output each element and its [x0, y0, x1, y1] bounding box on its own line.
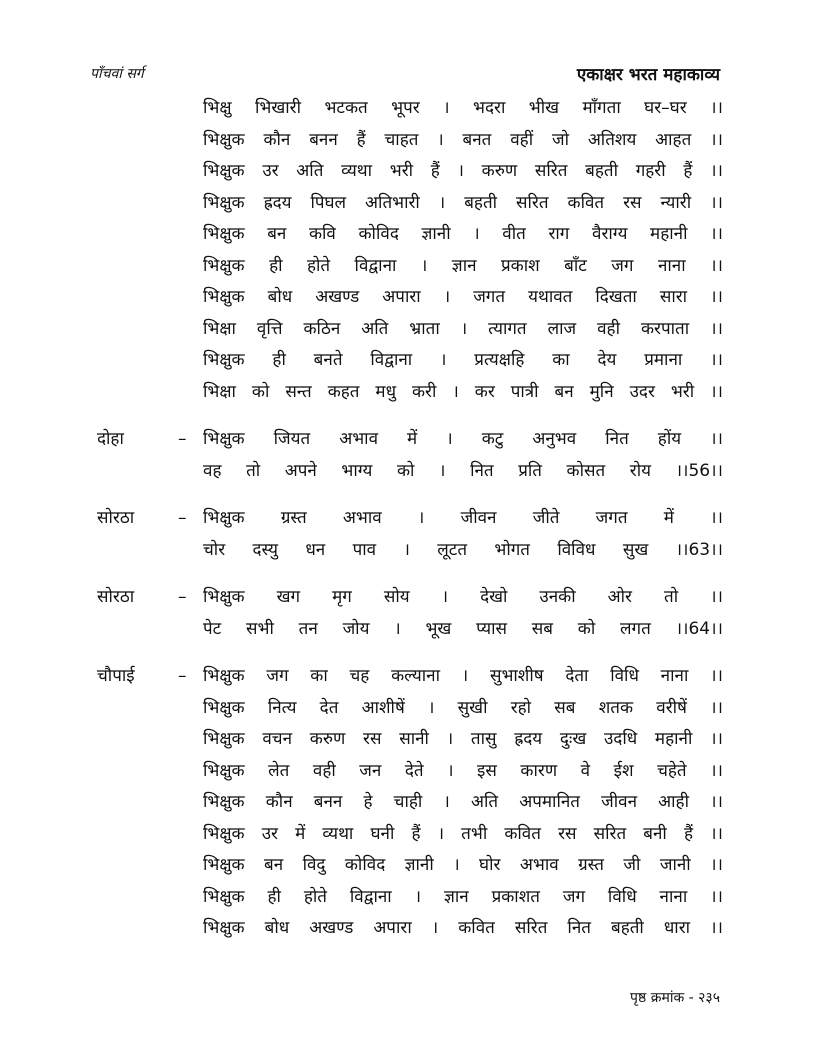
verse-text: भिक्षुक बोध अखण्ड अपारा । कवित सरित नित बहती धारा ।।	[203, 918, 723, 938]
verse-text: भिक्षुक ह्रदय पिघल अतिभारी । बहती सरित कवित रस न्यारी ।।	[203, 192, 723, 213]
verse-text: भिक्षुक ही होते विद्वाना । ज्ञान प्रकाश बाँट जग नाना ।।	[203, 255, 723, 276]
verse-text: भिक्षुक उर में व्यथा घनी हैं । तभी कवित रस सरित बनी हैं ।।	[203, 823, 723, 844]
verse-line	[0, 503, 816, 535]
verse-text: भिक्षुक खग मृग सोय । देखो उनकी ओर तो ।।	[203, 587, 723, 607]
verse-line	[0, 345, 816, 377]
verse-line	[0, 724, 816, 756]
label-dash: –	[178, 508, 187, 528]
verse-text: भिक्षुक कौन बनन हैं चाहत । बनत वहीं जो अतिशय आहत ।।	[203, 129, 723, 150]
meter-label: चौपाई	[97, 666, 135, 686]
label-dash: –	[178, 587, 187, 607]
verse-text: भिक्षुक उर अति व्यथा भरी हैं । करुण सरित बहती गहरी हैं ।।	[203, 161, 723, 181]
verse-line	[0, 614, 816, 646]
meter-label: दोहा	[97, 429, 124, 449]
meter-label: सोरठा	[97, 508, 135, 528]
verse-text: भिक्षुक कौन बनन हे चाही । अति अपमानित जीवन आही ।।	[203, 792, 723, 812]
book-title: एकाक्षर भरत महाकाव्य	[576, 65, 720, 85]
verse-text: भिक्षुक बोध अखण्ड अपारा । जगत यथावत दिखता सारा ।।	[203, 287, 723, 307]
label-dash: –	[178, 429, 187, 449]
stanza	[0, 424, 816, 487]
verse-text: भिक्षुक ग्रस्त अभाव । जीवन जीते जगत में ।।	[203, 508, 723, 528]
verse-text: भिक्षुक जियत अभाव में । कटु अनुभव नित होंय ।।	[203, 429, 723, 449]
verse-line	[0, 882, 816, 914]
verse-line	[0, 188, 816, 220]
verse-line	[0, 850, 816, 882]
verse-line	[0, 314, 816, 346]
verse-text: भिक्षा वृत्ति कठिन अति भ्राता । त्यागत लाज वही करपाता ।।	[203, 318, 723, 339]
label-dash: –	[178, 666, 187, 686]
verse-text: भिक्षा को सन्त कहत मधु करी । कर पात्री बन मुनि उदर भरी ।।	[203, 381, 723, 402]
verse-line	[0, 377, 816, 409]
verse-text: भिक्षुक वचन करुण रस सानी । तासु ह्रदय दुःख उदधि महानी ।।	[203, 729, 723, 749]
verse-text: भिक्षुक बन विदु कोविद ज्ञानी । घोर अभाव ग्रस्त जी जानी ।।	[203, 855, 723, 875]
verse-line	[0, 156, 816, 188]
verse-line	[0, 282, 816, 314]
verse-line	[0, 913, 816, 945]
verse-text: चोर दस्यु धन पाव । लूटत भोगत विविध सुख ।।63।।	[203, 539, 723, 560]
stanza	[0, 93, 816, 408]
verse-line	[0, 756, 816, 788]
meter-label: सोरठा	[97, 587, 135, 607]
verse-line	[0, 582, 816, 614]
verse-text: भिक्षुक बन कवि कोविद ज्ञानी । वीत राग वैराग्य महानी ।।	[203, 224, 723, 244]
stanza	[0, 582, 816, 645]
page-number: पृष्ठ क्रमांक - २३५	[630, 990, 720, 1006]
verse-line	[0, 424, 816, 456]
chapter-title: पाँचवां सर्ग	[90, 66, 144, 82]
verse-text: भिक्षुक जग का चह कल्याना । सुभाशीष देता विधि नाना ।।	[203, 666, 723, 686]
verse-body	[0, 93, 816, 961]
verse-text: वह तो अपने भाग्य को । नित प्रति कोसत रोय ।।56।।	[203, 460, 723, 481]
stanza	[0, 661, 816, 945]
verse-text: पेट सभी तन जोय । भूख प्यास सब को लगत ।।64।।	[203, 618, 723, 639]
verse-line	[0, 661, 816, 693]
verse-text: भिक्षुक ही होते विद्वाना । ज्ञान प्रकाशत जग विधि नाना ।।	[203, 886, 723, 907]
verse-text: भिक्षुक नित्य देत आशीषें । सुखी रहो सब शतक वरीषें ।।	[203, 697, 723, 718]
stanza	[0, 503, 816, 566]
verse-line	[0, 219, 816, 251]
verse-text: भिक्षु भिखारी भटकत भूपर । भदरा भीख माँगता घर–घर ।।	[203, 98, 723, 118]
verse-line	[0, 787, 816, 819]
verse-line	[0, 251, 816, 283]
verse-text: भिक्षुक लेत वही जन देते । इस कारण वे ईश चहेते ।।	[203, 760, 723, 781]
verse-line	[0, 125, 816, 157]
verse-line	[0, 819, 816, 851]
verse-line	[0, 93, 816, 125]
verse-text: भिक्षुक ही बनते विद्वाना । प्रत्यक्षहि का देय प्रमाना ।।	[203, 350, 723, 370]
verse-line	[0, 535, 816, 567]
verse-line	[0, 693, 816, 725]
verse-line	[0, 456, 816, 488]
